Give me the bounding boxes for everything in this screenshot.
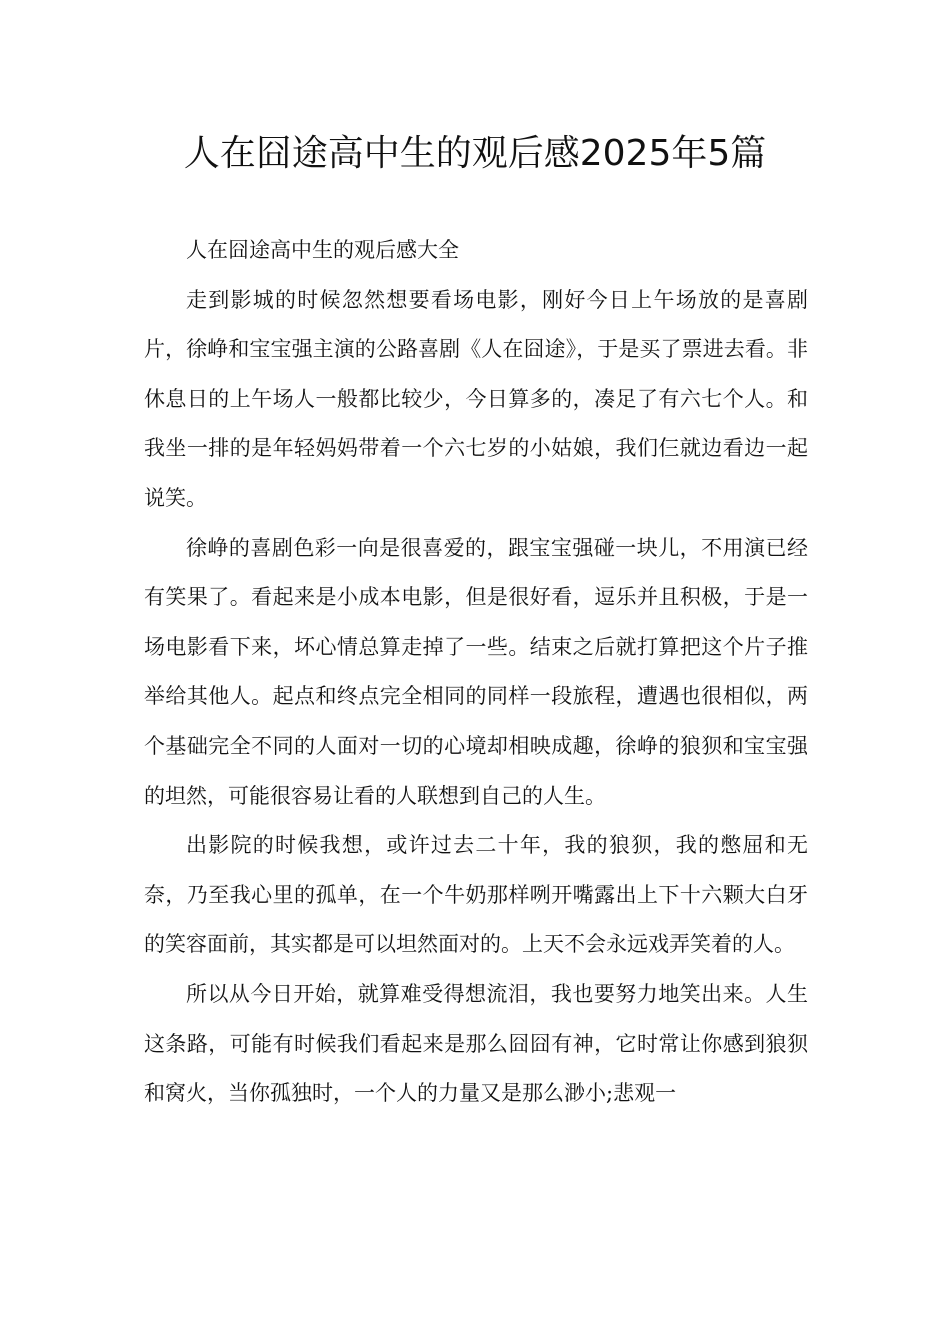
paragraph-3: 出影院的时候我想，或许过去二十年，我的狼狈，我的憋屈和无奈，乃至我心里的孤单，在一个牛奶那样咧开嘴露出上下十六颗大白牙的笑容面前，其实都是可以坦然面对的。上天不会永远戏弄笑着的人。 [144, 833, 808, 957]
paragraph-2: 徐峥的喜剧色彩一向是很喜爱的，跟宝宝强碰一块儿，不用演已经有笑果了。看起来是小成本电影，但是很好看，逗乐并且积极，于是一场电影看下来，坏心情总算走掉了一些。结束之后就打算把这个片子推举给其他人。起点和终点完全相同的同样一段旅程，遭遇也很相似，两个基础完全不同的人面对一切的心境却相映成趣，徐峥的狼狈和宝宝强的坦然，可能很容易让看的人联想到自己的人生。 [144, 535, 808, 808]
document-body [144, 226, 808, 1119]
section-subtitle: 人在囧途高中生的观后感大全 [186, 238, 459, 262]
paragraph-4: 所以从今日开始，就算难受得想流泪，我也要努力地笑出来。人生这条路，可能有时候我们看起来是那么囧囧有神，它时常让你感到狼狈和窝火，当你孤独时，一个人的力量又是那么渺小;悲观一 [144, 981, 808, 1106]
page-title: 人在囧途高中生的观后感2025年5篇 [183, 133, 767, 174]
paragraph-1: 走到影城的时候忽然想要看场电影，刚好今日上午场放的是喜剧片，徐峥和宝宝强主演的公路喜剧《人在囧途》，于是买了票进去看。非休息日的上午场人一般都比较少，今日算多的，凑足了有六七个人。和我坐一排的是年轻妈妈带着一个六七岁的小姑娘，我们仨就边看边一起说笑。 [144, 287, 808, 510]
